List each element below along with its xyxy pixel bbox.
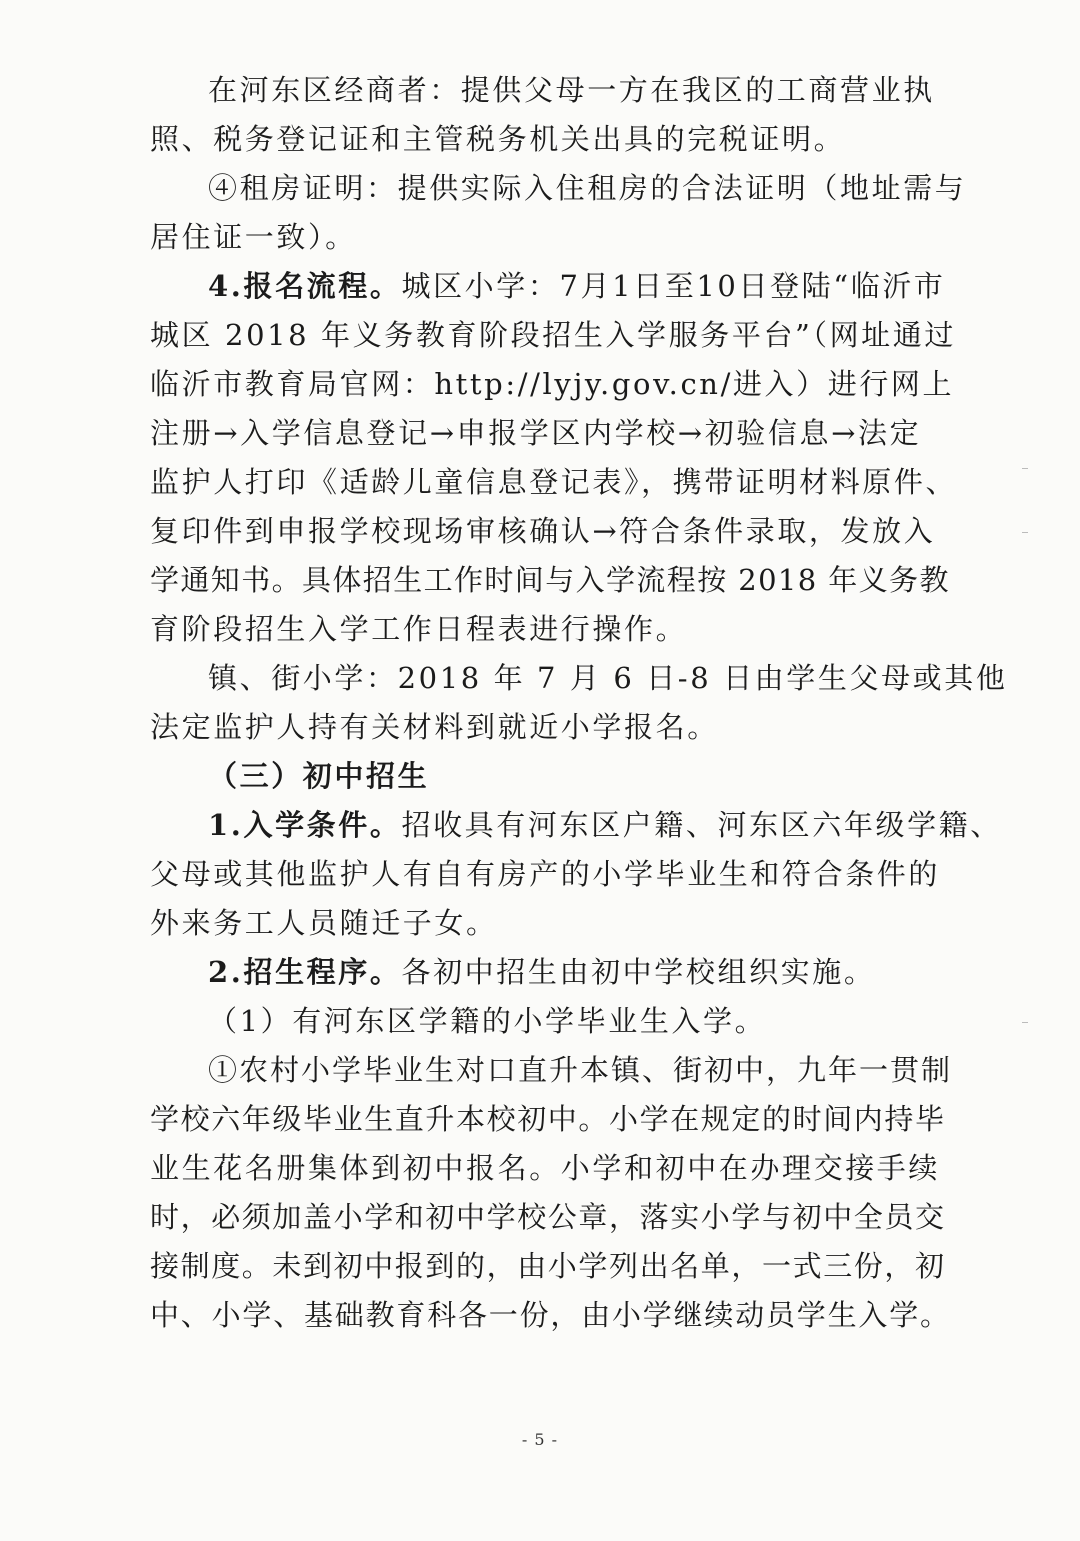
body-text: 业生花名册集体到初中报名。小学和初中在办理交接手续 [150,1151,941,1185]
text-line [150,605,920,654]
text-line [150,703,920,752]
bold-heading-text: 2.招生程序。 [208,955,402,989]
bold-heading-text: 1.入学条件。 [208,808,402,842]
text-line [150,948,920,997]
body-text: 城区 2018 年义务教育阶段招生入学服务平台”（网址通过 [150,318,956,352]
text-line [150,409,920,458]
scan-margin-mark [1022,532,1028,533]
text-line [150,1242,946,1291]
body-text: 监护人打印《适龄儿童信息登记表》，携带证明材料原件、 [150,465,958,499]
text-line [150,1144,941,1193]
document-body [150,66,1008,1340]
body-text: 法定监护人持有关材料到就近小学报名。 [150,710,719,744]
body-text: 父母或其他监护人有自有房产的小学毕业生和符合条件的 [150,857,941,891]
body-text: 城区小学：7月1日至10日登陆“临沂市 [401,269,946,303]
body-text: 时，必须加盖小学和初中学校公章，落实小学与初中全员交 [150,1200,946,1234]
text-line [150,556,950,605]
scan-margin-mark [1022,468,1028,469]
text-line [150,213,920,262]
bold-heading-text: （三）初中招生 [208,759,430,793]
text-line [150,850,941,899]
scan-margin-mark [1022,1022,1028,1023]
text-line [150,1193,946,1242]
text-line [150,262,946,311]
text-line [150,164,967,213]
text-line [150,1291,951,1340]
text-line [150,311,956,360]
text-line [150,801,1002,850]
body-text: 镇、街小学：2018 年 7 月 6 日-8 日由学生父母或其他 [208,661,1008,695]
body-text: 各初中招生由初中学校组织实施。 [401,955,876,989]
body-text: 注册→入学信息登记→申报学区内学校→初验信息→法定 [150,416,922,450]
body-text: 居住证一致）。 [150,220,357,254]
text-line [150,899,920,948]
body-text: ④租房证明：提供实际入住租房的合法证明（地址需与 [208,171,967,205]
text-line [150,458,958,507]
body-text: ①农村小学毕业生对口直升本镇、街初中，九年一贯制 [208,1053,953,1087]
body-text: 接制度。未到初中报到的，由小学列出名单，一式三份，初 [150,1249,946,1283]
body-text: 学通知书。具体招生工作时间与入学流程按 2018 年义务教 [150,563,950,597]
body-text: 学校六年级毕业生直升本校初中。小学在规定的时间内持毕 [150,1102,946,1136]
body-text: 中、小学、基础教育科各一份，由小学继续动员学生入学。 [150,1298,951,1332]
text-line [150,1095,946,1144]
text-line [150,997,920,1046]
body-text: （1）有河东区学籍的小学毕业生入学。 [208,1004,767,1038]
body-text: 照、税务登记证和主管税务机关出具的完税证明。 [150,122,846,156]
text-line [150,654,1008,703]
text-line [150,507,936,556]
body-text: 在河东区经商者：提供父母一方在我区的工商营业执 [208,73,935,107]
body-text: 复印件到申报学校现场审核确认→符合条件录取，发放入 [150,514,936,548]
body-text: 临沂市教育局官网：http://lyjy.gov.cn/进入）进行网上 [150,367,955,401]
text-line [150,752,920,801]
text-line [150,360,955,409]
text-line [150,1046,953,1095]
text-line [150,66,935,115]
page-number: - 5 - [521,1430,559,1449]
body-text: 外来务工人员随迁子女。 [150,906,498,940]
body-text: 招收具有河东区户籍、河东区六年级学籍、 [401,808,1002,842]
bold-heading-text: 4.报名流程。 [208,269,402,303]
text-line [150,115,920,164]
body-text: 育阶段招生入学工作日程表进行操作。 [150,612,688,646]
